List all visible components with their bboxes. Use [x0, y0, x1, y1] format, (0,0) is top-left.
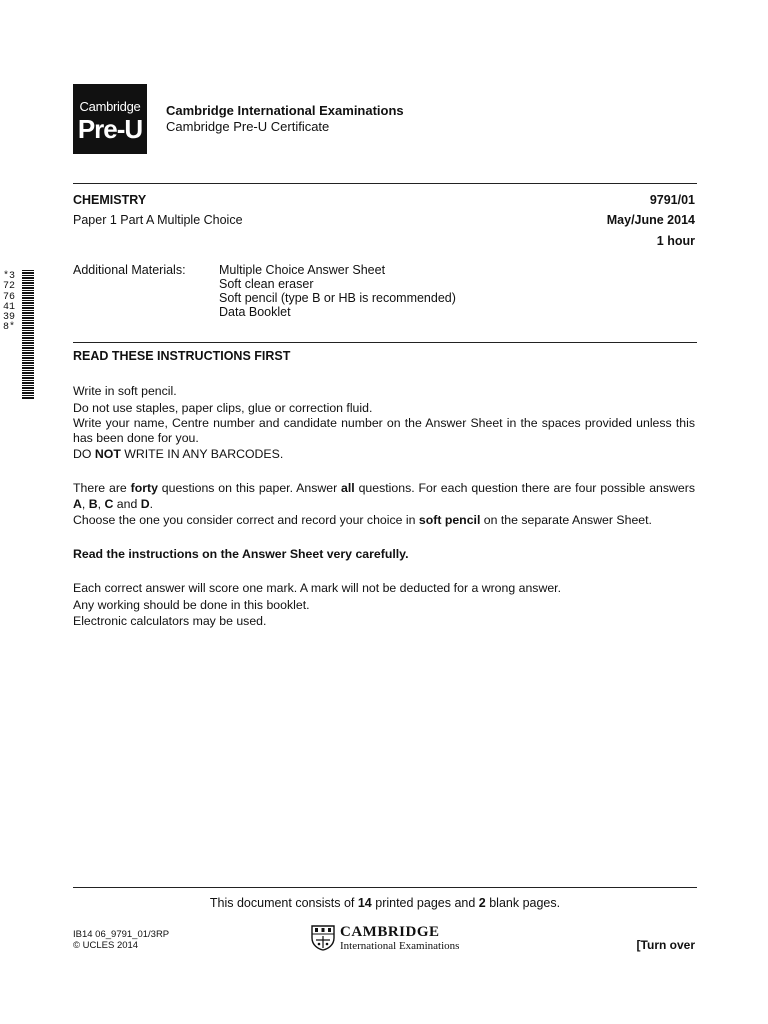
barcode-number: *3727641398* [2, 271, 15, 334]
instructions-heading: READ THESE INSTRUCTIONS FIRST [73, 349, 291, 363]
text-part: printed pages and [371, 896, 479, 910]
text-part-bold: D [140, 496, 150, 511]
cambridge-crest-icon [311, 925, 335, 951]
copyright: © UCLES 2014 [73, 940, 139, 951]
org-title: Cambridge International Examinations [166, 103, 404, 118]
text-part: and [113, 496, 141, 511]
instruction-line: Electronic calculators may be used. [73, 614, 267, 628]
blank-pages: 2 [478, 896, 486, 910]
instruction-line: Each correct answer will score one mark. A mark will not be deducted for a wrong answer. [73, 581, 561, 595]
logo-small-text: Cambridge [79, 99, 141, 114]
exam-code: 9791/01 [649, 193, 695, 207]
logo-big-text: Pre-U [77, 114, 143, 144]
text-part-bold: forty [130, 481, 158, 495]
instructions-block-1 [73, 383, 695, 463]
materials-item: Soft clean eraser [219, 277, 314, 291]
turn-over: [Turn over [636, 938, 695, 952]
materials-item: Soft pencil (type B or HB is recommended) [219, 291, 456, 305]
text-part-bold: NOT [94, 447, 121, 461]
pre-u-logo [73, 84, 147, 154]
subject: CHEMISTRY [73, 193, 147, 207]
org-subtitle: Cambridge Pre-U Certificate [166, 119, 330, 134]
text-part: There are [73, 481, 131, 495]
materials-list [219, 263, 456, 319]
instruction-line: Write in soft pencil. [73, 384, 177, 398]
instruction-line: Write your name, Centre number and candidate number on the Answer Sheet in the spaces provided unless this has been done for you. [73, 416, 695, 445]
text-part: . [149, 496, 154, 511]
questions-paragraph [73, 481, 695, 512]
text-part: WRITE IN ANY BARCODES. [120, 447, 284, 461]
text-part: questions on this paper. Answer [157, 481, 342, 495]
text-part: on the separate Answer Sheet. [480, 513, 652, 527]
instruction-line: Any working should be done in this booklet. [73, 597, 310, 612]
exam-duration: 1 hour [656, 234, 695, 248]
text-part-bold: soft pencil [418, 513, 481, 527]
instruction-line: Do not use staples, paper clips, glue or correction fluid. [73, 400, 373, 415]
choose-paragraph [73, 512, 695, 529]
text-part: blank pages. [485, 896, 561, 910]
materials-item: Data Booklet [219, 305, 291, 319]
exam-session: May/June 2014 [606, 213, 695, 227]
text-part: , [97, 496, 105, 511]
divider-footer [73, 887, 697, 888]
barcode-instruction [73, 446, 695, 463]
footer-left [73, 929, 169, 951]
text-part-bold: C [104, 496, 114, 511]
text-part-bold: all [341, 481, 355, 495]
divider-top [73, 183, 697, 184]
text-part: questions. For each question there are four possible answers [354, 481, 695, 495]
text-part-bold: B [88, 496, 98, 511]
paper-title: Paper 1 Part A Multiple Choice [73, 213, 243, 227]
text-part: Choose the one you consider correct and record your choice in [73, 513, 419, 527]
text-part: , [81, 496, 89, 511]
printed-pages: 14 [357, 896, 372, 910]
document-ref: IB14 06_9791_01/3RP [73, 929, 170, 940]
read-answer-sheet: Read the instructions on the Answer Sheet very carefully. [73, 547, 409, 561]
cambridge-brand: CAMBRIDGE [340, 924, 440, 940]
text-part-bold: A [73, 496, 82, 511]
page-count [73, 896, 697, 910]
barcode [22, 270, 34, 400]
text-part: DO [73, 447, 95, 461]
materials-item: Multiple Choice Answer Sheet [219, 263, 386, 277]
materials-label: Additional Materials: [73, 263, 186, 277]
instructions-block-4 [73, 580, 695, 630]
cambridge-brand-sub: International Examinations [340, 940, 460, 952]
divider-middle [73, 342, 697, 343]
text-part: This document consists of [209, 896, 358, 910]
